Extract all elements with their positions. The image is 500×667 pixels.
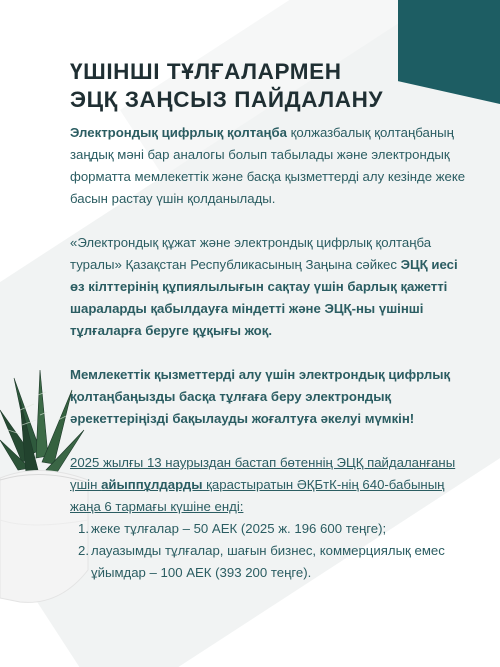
fines-list bbox=[70, 518, 475, 584]
list-item bbox=[70, 540, 475, 584]
paragraph-warning bbox=[70, 364, 475, 430]
paragraph-fines-keyword: айыппұлдарды bbox=[101, 477, 203, 492]
paragraph-law-text: «Электрондық құжат және электрондық цифрлық қолтаңба туралы» Қазақстан Республикасының Заңына сәйкес bbox=[70, 235, 432, 272]
paragraph-fines-text-a: 2025 жылғы 13 наурыздан бастап бөтеннің ЭЦҚ пайдаланғаны үшін bbox=[70, 455, 456, 492]
list-item-number: 2. bbox=[78, 543, 89, 558]
title-line-1: ҮШІНШІ ТҰЛҒАЛАРМЕН bbox=[70, 59, 342, 84]
list-item-number: 1. bbox=[78, 521, 89, 536]
paragraph-definition bbox=[70, 122, 475, 210]
paragraph-warning-text: Мемлекеттік қызметтерді алу үшін электрондық цифрлық қолтаңбаңызды басқа тұлғаға беру электрондық әрекеттеріңізді бақылауды жоғалтуға әкелуі мүмкін! bbox=[70, 367, 451, 426]
paragraph-law bbox=[70, 232, 475, 342]
paragraph-definition-text: қолжазбалық қолтаңбаның заңдық мәні бар аналогы болып табылады және электрондық форматта мемлекеттік және басқа қызметтерді алу кезінде жеке басын растау үшін қолданылады. bbox=[70, 125, 466, 206]
list-item-text: жеке тұлғалар – 50 АЕК (2025 ж. 196 600 теңге); bbox=[91, 521, 387, 536]
list-item bbox=[70, 518, 475, 540]
page-title bbox=[70, 58, 400, 114]
paragraph-law-obligation: ЭЦҚ иесі өз кілттерінің құпиялылығын сақтау үшін барлық қажетті шараларды қабылдауға міндетті және ЭЦҚ-ны үшінші тұлғаларға беруге құқығы жоқ. bbox=[70, 257, 458, 338]
paragraph-fines bbox=[70, 452, 475, 518]
paragraph-fines-text-c: қарастыратын ӘҚБтК-нің 640-бабының жаңа 6 тармағы күшіне енді: bbox=[70, 477, 445, 514]
list-item-text: лауазымды тұлғалар, шағын бизнес, коммерциялық емес ұйымдар – 100 АЕК (393 200 теңге). bbox=[91, 543, 445, 580]
title-line-2: ЭЦҚ ЗАҢСЫЗ ПАЙДАЛАНУ bbox=[70, 87, 384, 112]
body-content bbox=[70, 122, 475, 584]
paragraph-definition-term: Электрондық цифрлық қолтаңба bbox=[70, 125, 287, 140]
